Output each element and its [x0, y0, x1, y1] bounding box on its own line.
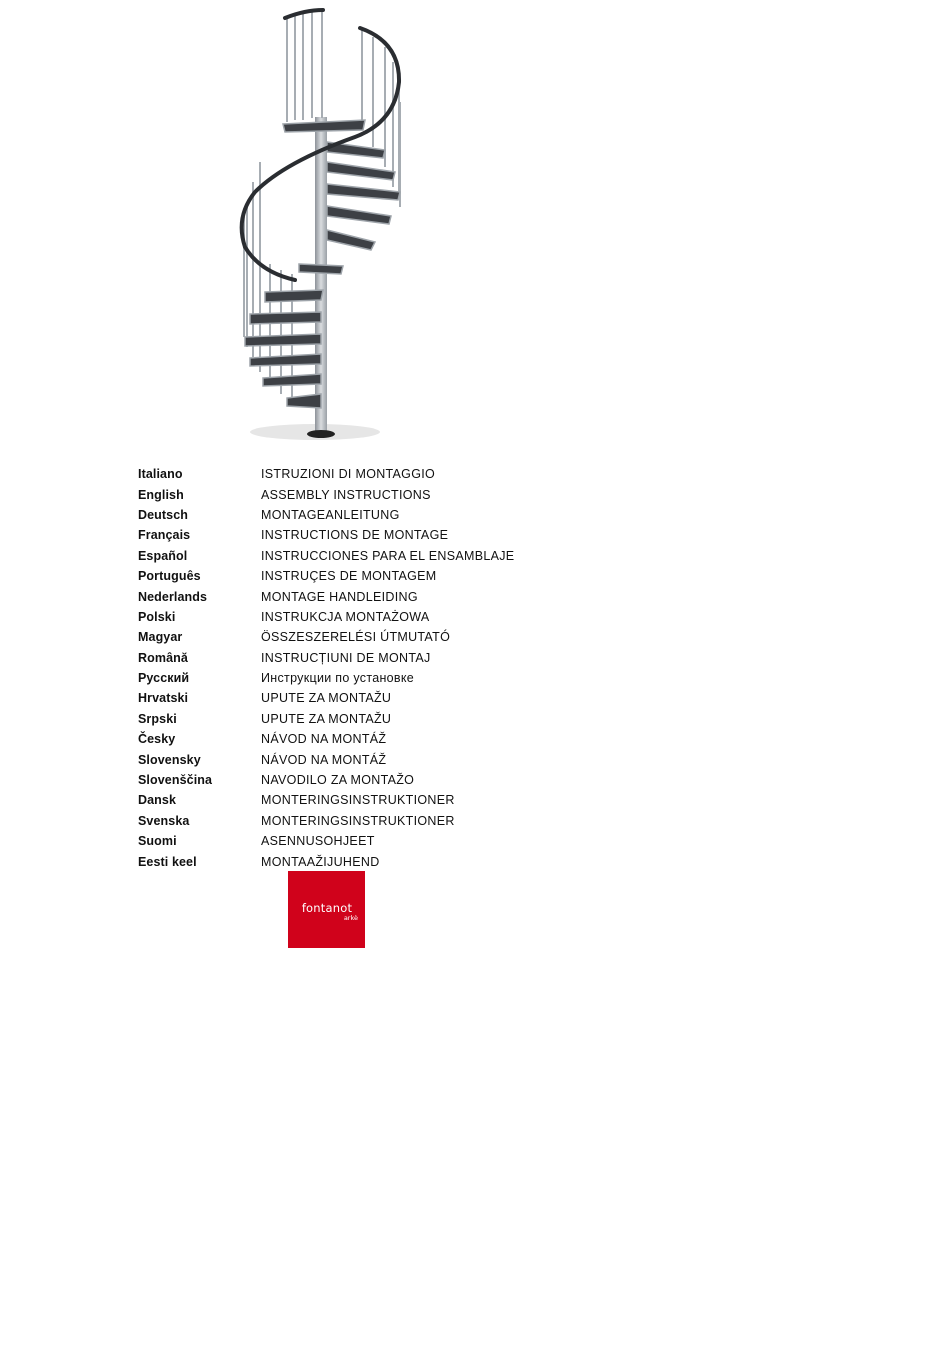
- language-name: Nederlands: [138, 589, 208, 604]
- instructions-title: ÖSSZESZERELÉSI ÚTMUTATÓ: [261, 630, 451, 645]
- instructions-title: ASSEMBLY INSTRUCTIONS: [261, 487, 431, 502]
- instructions-title: UPUTE ZA MONTAŽU: [261, 711, 392, 726]
- language-name: Русский: [138, 671, 190, 686]
- instructions-title: UPUTE ZA MONTAŽU: [261, 691, 392, 706]
- language-row: [138, 851, 558, 871]
- language-name: Magyar: [138, 630, 183, 645]
- instructions-title: INSTRUÇES DE MONTAGEM: [261, 569, 437, 584]
- language-row: [138, 505, 558, 525]
- instructions-title: INSTRUCTIONS DE MONTAGE: [261, 528, 449, 543]
- language-name: Français: [138, 528, 191, 543]
- instructions-title: NÁVOD NA MONTÁŽ: [261, 752, 387, 767]
- language-list: [138, 464, 558, 872]
- language-row: [138, 627, 558, 647]
- language-row: [138, 484, 558, 504]
- language-row: [138, 668, 558, 688]
- language-name: Slovensky: [138, 752, 201, 767]
- language-name: Română: [138, 650, 188, 665]
- language-row: [138, 464, 558, 484]
- instructions-title: ASENNUSOHJEET: [261, 834, 375, 849]
- language-row: [138, 546, 558, 566]
- language-name: Svenska: [138, 813, 190, 828]
- logo-sub-text: arkè: [343, 914, 358, 922]
- instructions-title: MONTAGE HANDLEIDING: [261, 589, 418, 604]
- language-name: English: [138, 487, 184, 502]
- instructions-title: INSTRUKCJA MONTAŻOWA: [261, 609, 430, 624]
- language-name: Deutsch: [138, 507, 189, 522]
- language-name: Srpski: [138, 711, 177, 726]
- language-name: Eesti keel: [138, 854, 197, 869]
- language-name: Polski: [138, 609, 176, 624]
- instructions-title: INSTRUCȚIUNI DE MONTAJ: [261, 650, 431, 665]
- spiral-staircase-image: [195, 2, 455, 457]
- language-row: [138, 729, 558, 749]
- language-row: [138, 566, 558, 586]
- language-name: Slovenščina: [138, 773, 213, 788]
- instructions-title: NÁVOD NA MONTÁŽ: [261, 732, 387, 747]
- instructions-title: MONTAAŽIJUHEND: [261, 854, 380, 869]
- language-row: [138, 790, 558, 810]
- language-row: [138, 607, 558, 627]
- language-name: Hrvatski: [138, 691, 189, 706]
- language-row: [138, 831, 558, 851]
- language-row: [138, 749, 558, 769]
- language-name: Dansk: [138, 793, 177, 808]
- language-row: [138, 770, 558, 790]
- language-row: [138, 709, 558, 729]
- instructions-title: NAVODILO ZA MONTAŽO: [261, 773, 415, 788]
- instructions-title: ISTRUZIONI DI MONTAGGIO: [261, 467, 436, 482]
- language-row: [138, 525, 558, 545]
- language-name: Česky: [138, 732, 176, 747]
- language-row: [138, 688, 558, 708]
- instructions-title: Инструкции по установке: [261, 671, 415, 686]
- logo-brand-text: fontanot: [301, 901, 353, 915]
- language-row: [138, 648, 558, 668]
- fontanot-logo: [288, 871, 365, 948]
- language-name: Español: [138, 548, 188, 563]
- language-row: [138, 811, 558, 831]
- instructions-title: MONTERINGSINSTRUKTIONER: [261, 793, 455, 808]
- instructions-title: MONTAGEANLEITUNG: [261, 507, 400, 522]
- language-row: [138, 586, 558, 606]
- language-name: Italiano: [138, 467, 183, 482]
- language-name: Suomi: [138, 834, 177, 849]
- instructions-title: INSTRUCCIONES PARA EL ENSAMBLAJE: [261, 548, 515, 563]
- language-name: Português: [138, 569, 201, 584]
- instructions-title: MONTERINGSINSTRUKTIONER: [261, 813, 455, 828]
